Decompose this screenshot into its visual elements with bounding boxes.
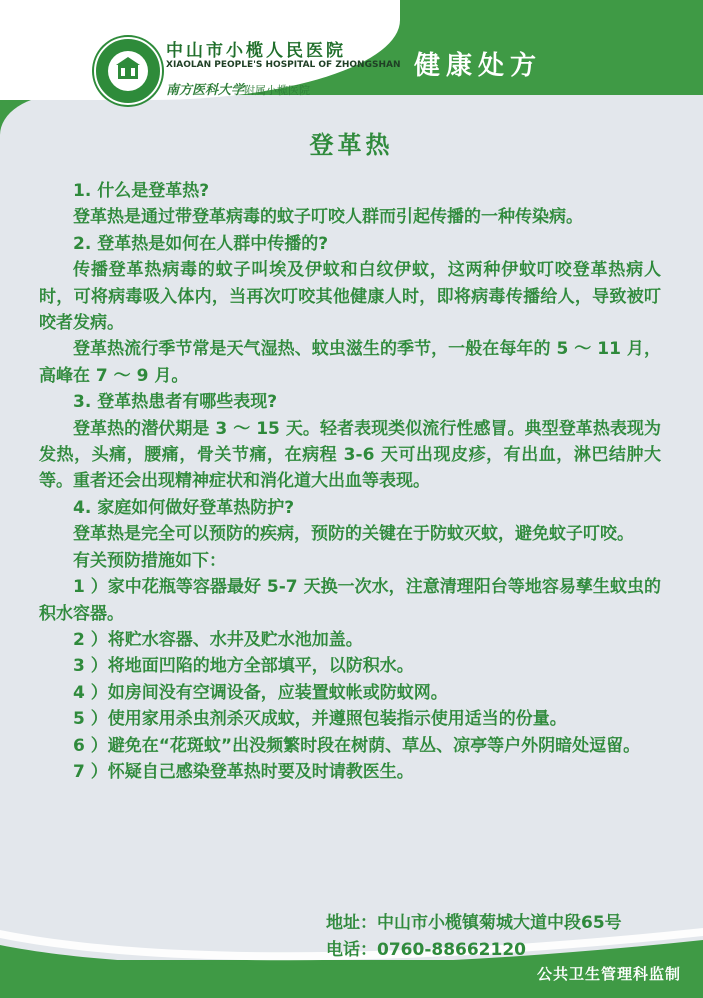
question-2-heading: 2. 登革热是如何在人群中传播的? [73, 233, 329, 254]
supervisor-label: 公共卫生管理科监制 [536, 965, 681, 983]
question-4-heading: 4. 家庭如何做好登革热防护? [73, 497, 295, 518]
measure-item-7: 7 ）怀疑自己感染登革热时要及时请教医生。 [73, 761, 414, 782]
measure-item-4: 4 ）如房间没有空调设备，应装置蚊帐或防蚊网。 [73, 682, 448, 703]
answer-4-paragraph: 登革热是完全可以预防的疾病，预防的关键在于防蚊灭蚊，避免蚊子叮咬。 [73, 524, 634, 545]
measure-item-3: 3 ）将地面凹陷的地方全部填平，以防积水。 [73, 656, 414, 677]
measures-intro: 有关预防措施如下： [73, 550, 226, 571]
contact-info [326, 910, 622, 964]
answer-1-paragraph: 登革热是通过带登革病毒的蚊子叮咬人群而引起传播的一种传染病。 [73, 207, 583, 228]
document-body [39, 178, 661, 785]
answer-3-paragraph: 登革热的潜伏期是 3 ～ 15 天。轻者表现类似流行性感冒。典型登革热表现为发热，头痛，腰痛，骨关节痛，在病程 3-6 天可出现皮疹，有出血，淋巴结肿大等。重者还会出现精神症状和消化道大出血等表现。 [39, 418, 661, 492]
measure-item-6: 6 ）避免在“花斑蚊”出没频繁时段在树荫、草丛、凉亭等户外阴暗处逗留。 [73, 735, 641, 756]
document-title: 登革热 [309, 131, 394, 159]
measure-item-5: 5 ）使用家用杀虫剂杀灭成蚊，并遵照包装指示使用适当的份量。 [73, 709, 567, 730]
affiliation-suffix: 附属小榄医院 [244, 84, 311, 97]
question-3-heading: 3. 登革热患者有哪些表现? [73, 392, 278, 413]
affiliation-school: 南方医科大学 [166, 83, 245, 98]
address-line: 地址：中山市小榄镇菊城大道中段65号 [326, 913, 622, 933]
phone-line: 电话：0760-88662120 [326, 940, 526, 960]
measure-item-2: 2 ）将贮水容器、水井及贮水池加盖。 [73, 629, 363, 650]
answer-2-season-paragraph: 登革热流行季节常是天气湿热、蚊虫滋生的季节，一般在每年的 5 ～ 11 月，高峰在 7 ～ 9 月。 [39, 339, 661, 386]
answer-2-paragraph: 传播登革热病毒的蚊子叫埃及伊蚊和白纹伊蚊，这两种伊蚊叮咬登革热病人时，可将病毒吸入体内，当再次叮咬其他健康人时，即将病毒传播给人，导致被叮咬者发病。 [39, 260, 661, 334]
question-1-heading: 1. 什么是登革热? [73, 181, 210, 201]
hospital-emblem-icon [94, 37, 162, 105]
hospital-name-cn: 中山市小榄人民医院 [166, 41, 346, 61]
prescription-title: 健康处方 [414, 51, 543, 81]
hospital-name-en: XIAOLAN PEOPLE'S HOSPITAL OF ZHONGSHAN [166, 60, 401, 70]
measure-item-1: 1 ）家中花瓶等容器最好 5-7 天换一次水，注意清理阳台等地容易孳生蚊虫的积水容器。 [39, 577, 661, 624]
hospital-affiliation [166, 79, 310, 98]
